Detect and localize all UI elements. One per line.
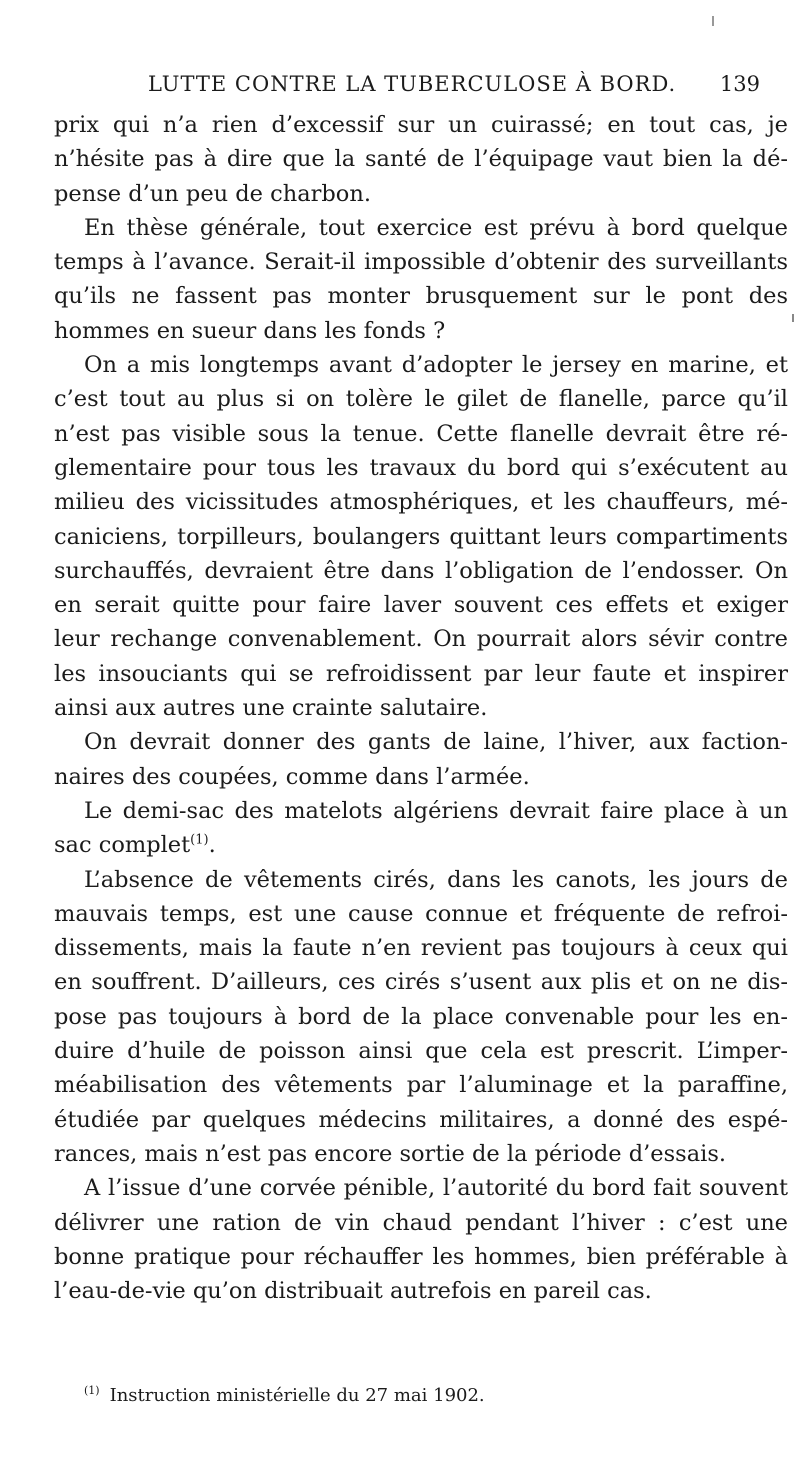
text-line: glementaire pour tous les travaux du bord qui s’exécutent au bbox=[54, 454, 788, 481]
text-line: n’est pas visible sous la tenue. Cette flanelle devrait être ré- bbox=[54, 420, 788, 447]
footnote-reference[interactable]: (1) bbox=[190, 832, 209, 848]
text-line: qu’ils ne fassent pas monter brusquement sur le pont des bbox=[54, 283, 788, 310]
text-line: naires des coupées, comme dans l’armée. bbox=[54, 763, 530, 790]
footnote-text: Instruction ministérielle du 27 mai 1902. bbox=[109, 1385, 485, 1406]
text-line: pose pas toujours à bord de la place convenable pour les en- bbox=[54, 1003, 788, 1030]
paragraph-start-line: L’absence de vêtements cirés, dans les canots, les jours de bbox=[84, 866, 788, 893]
text-line: leur rechange convenablement. On pourrait alors sévir contre bbox=[54, 626, 788, 653]
text-fragment: . bbox=[208, 832, 216, 859]
text-line: hommes en sueur dans les fonds ? bbox=[54, 317, 446, 344]
footnote-mark: (1) bbox=[84, 1384, 100, 1397]
text-fragment: sac complet bbox=[54, 832, 191, 859]
text-line: l’eau-de-vie qu’on distribuait autrefois en pareil cas. bbox=[54, 1278, 652, 1305]
footnote bbox=[84, 1384, 485, 1406]
text-line: en souffrent. D’ailleurs, ces cirés s’usent aux plis et on ne dis- bbox=[54, 969, 788, 996]
page-header bbox=[0, 66, 800, 106]
scan-mark bbox=[712, 16, 714, 26]
text-line: surchauffés, devraient être dans l’obligation de l’endosser. On bbox=[54, 557, 788, 584]
text-line: méabilisation des vêtements par l’aluminage et la paraffine, bbox=[54, 1072, 788, 1099]
body-text bbox=[54, 108, 788, 1308]
paragraph-start-line: En thèse générale, tout exercice est prévu à bord quelque bbox=[84, 214, 788, 241]
paragraph-start-line: On a mis longtemps avant d’adopter le jersey en marine, et bbox=[84, 352, 788, 379]
text-line: dissements, mais la faute n’en revient pas toujours à ceux qui bbox=[54, 935, 788, 962]
text-line-with-footnote bbox=[54, 828, 788, 862]
margin-tick bbox=[792, 314, 794, 322]
text-line: milieu des vicissitudes atmosphériques, et les chauffeurs, mé- bbox=[54, 489, 788, 516]
text-line: bonne pratique pour réchauffer les hommes, bien préférable à bbox=[54, 1243, 788, 1270]
running-head: LUTTE CONTRE LA TUBERCULOSE À BORD. bbox=[148, 72, 677, 96]
text-line: étudiée par quelques médecins militaires, a donné des espé- bbox=[54, 1106, 788, 1133]
text-line: rances, mais n’est pas encore sortie de la période d’essais. bbox=[54, 1140, 727, 1167]
paragraph-start-line: Le demi-sac des matelots algériens devrait faire place à un bbox=[84, 797, 788, 824]
text-line: c’est tout au plus si on tolère le gilet de flanelle, parce qu’il bbox=[54, 386, 788, 413]
text-line: mauvais temps, est une cause connue et fréquente de refroi- bbox=[54, 900, 788, 927]
page-number: 139 bbox=[719, 72, 760, 96]
text-line: duire d’huile de poisson ainsi que cela est prescrit. L’imper- bbox=[54, 1038, 788, 1065]
paragraph-start-line: A l’issue d’une corvée pénible, l’autorité du bord fait souvent bbox=[84, 1175, 788, 1202]
text-line: en serait quitte pour faire laver souvent ces effets et exiger bbox=[54, 592, 788, 619]
text-line: les insouciants qui se refroidissent par leur faute et inspirer bbox=[54, 660, 788, 687]
text-line: caniciens, torpilleurs, boulangers quittant leurs compartiments bbox=[54, 523, 788, 550]
text-line: prix qui n’a rien d’excessif sur un cuirassé; en tout cas, je bbox=[54, 112, 788, 138]
text-line: délivrer une ration de vin chaud pendant l’hiver : c’est une bbox=[54, 1209, 788, 1236]
text-line: pense d’un peu de charbon. bbox=[54, 180, 371, 207]
text-line: temps à l’avance. Serait-il impossible d’obtenir des surveillants bbox=[54, 249, 788, 276]
paragraph-start-line: On devrait donner des gants de laine, l’hiver, aux faction- bbox=[84, 729, 788, 756]
text-line: ainsi aux autres une crainte salutaire. bbox=[54, 695, 488, 722]
text-line: n’hésite pas à dire que la santé de l’équipage vaut bien la dé- bbox=[54, 146, 788, 173]
